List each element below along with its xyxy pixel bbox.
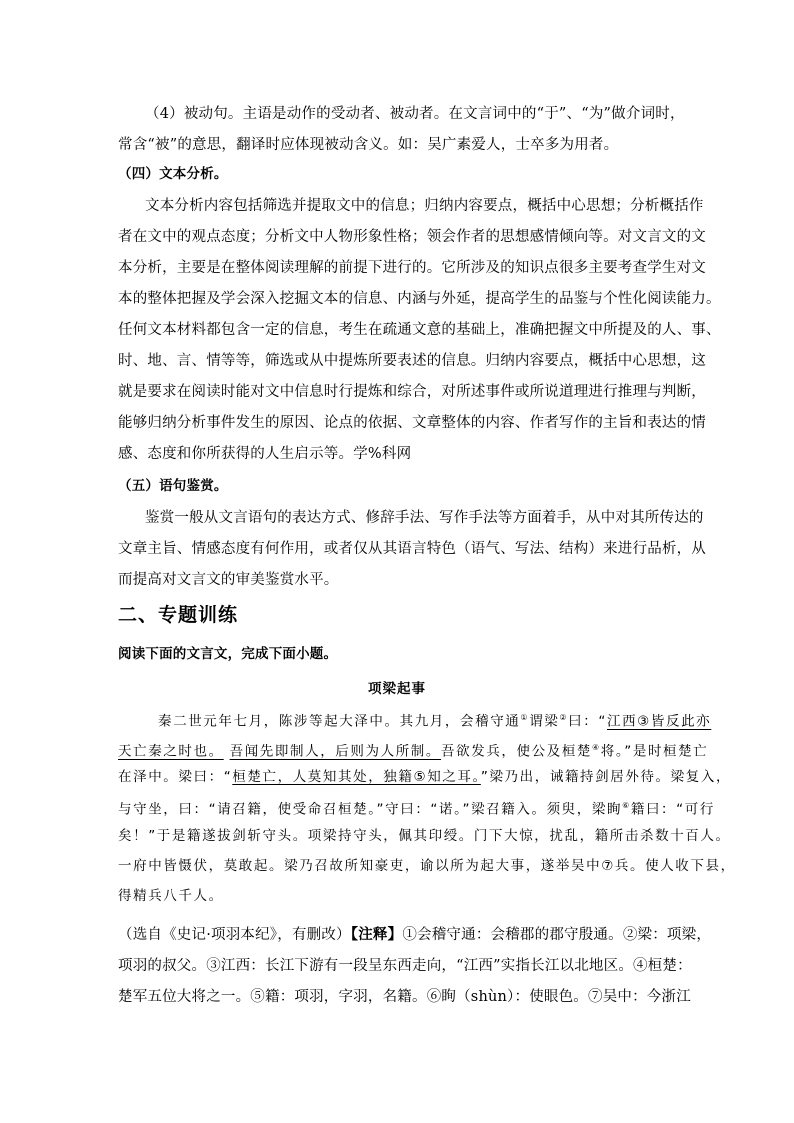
footnote-marker: ① xyxy=(520,713,530,722)
passage-line xyxy=(118,796,715,820)
analysis-line: 就是要求在阅读时能对文中信息时行提炼和综合，对所述事件或所说道理进行推理与判断， xyxy=(118,384,706,400)
passage-line: 一府中皆慑伏，莫敢起。梁乃召故所知豪吏，谕以所为起大事，遂举吴中⑦兵。使人收下县， xyxy=(118,858,736,874)
passage-text: 将。”是时桓楚亡 xyxy=(600,743,709,760)
notes-text: ①会稽守通：会稽郡的郡守殷通。②梁：项梁， xyxy=(402,927,712,943)
passage-text: 吾欲发兵，使公及桓楚 xyxy=(441,743,593,760)
passage-line xyxy=(158,708,712,732)
appreciation-line: 而提高对文言文的审美鉴赏水平。 xyxy=(118,572,339,588)
passage-text: 秦二世元年七月，陈涉等起大泽中。其九月，会稽守通 xyxy=(158,713,521,730)
annotation-line: 楚军五位大将之一。⑤籍：项羽，字羽，名籍。⑥眴（shùn）：使眼色。⑦吴中：今浙江 xyxy=(118,989,691,1005)
appreciation-line: 文章主旨、情感态度有何作用，或者仅从其语言特色（语气、写法、结构）来进行品析，从 xyxy=(118,541,706,557)
passage-text: 在泽中。梁曰：“ xyxy=(118,769,233,785)
passage-line xyxy=(118,767,732,787)
analysis-line: 文本分析内容包括筛选并提取文中的信息；归纳内容要点，概括中心思想；分析概括作 xyxy=(145,198,704,214)
footnote-marker: ⑥ xyxy=(622,801,631,810)
passage-text: 与守坐，曰：“请召籍，使受命召桓楚。”守曰：“诺。”梁召籍入。须臾，梁眴 xyxy=(118,801,623,818)
footnote-marker: ② xyxy=(559,713,569,722)
heading-sentence-appreciation: （五）语句鉴赏。 xyxy=(118,478,228,494)
analysis-line: 能够归纳分析事件发生的原因、论点的依据、文章整体的内容、作者写作的主旨和表达的情 xyxy=(118,415,706,431)
passage-line: 得精兵八千人。 xyxy=(118,888,224,904)
footnote-marker: ④ xyxy=(592,743,601,752)
passage-line: 矣！”于是籍遂拔剑斩守头。项梁持守头，佩其印绶。门下大惊，扰乱，籍所击杀数十百人。 xyxy=(118,828,731,844)
underlined-sentence: 江西③皆反此亦 xyxy=(606,713,712,730)
appreciation-line: 鉴赏一般从文言语句的表达方式、修辞手法、写作手法等方面着手，从中对其所传达的 xyxy=(145,510,704,526)
passage-text: ”梁乃出，诫籍持剑居外待。梁复入， xyxy=(480,769,732,785)
analysis-line: 者在文中的观点态度；分析文中人物形象性格；领会作者的思想感情倾向等。对文言文的文 xyxy=(118,229,706,245)
passive-sentence-line-1: （4）被动句。主语是动作的受动者、被动者。在文言词中的“于”、“为”做介词时， xyxy=(145,106,685,122)
passage-line xyxy=(118,738,709,762)
annotation-line xyxy=(118,925,712,945)
analysis-line: 时、地、言、情等等，筛选或从中提炼所要表述的信息。归纳内容要点，概括中心思想，这 xyxy=(118,353,706,369)
section-title-special-training: 二、专题训练 xyxy=(118,604,239,626)
reading-instruction: 阅读下面的文言文，完成下面小题。 xyxy=(118,646,338,662)
analysis-line: 感、态度和你所获得的人生启示等。学%科网 xyxy=(118,446,412,462)
analysis-line: 本的整体把握及学会深入挖掘文本的信息、内涵与外延，提高学生的品鉴与个性化阅读能力。 xyxy=(118,291,721,307)
heading-text-analysis: （四）文本分析。 xyxy=(118,166,228,182)
passage-title: 项梁起事 xyxy=(368,681,426,697)
analysis-line: 任何文本材料都包含一定的信息，考生在疏通文意的基础上，准确把握文中所提及的人、事、 xyxy=(118,322,721,338)
source-citation: （选自《史记·项羽本纪》，有删改） xyxy=(118,927,351,943)
underlined-sentence: 天亡秦之时也。 xyxy=(118,743,224,760)
passage-text: 籍曰：“可行 xyxy=(630,801,715,818)
passive-sentence-line-2: 常含“被”的意思，翻译时应体现被动含义。如：吴广素爱人，士卒多为用者。 xyxy=(118,137,619,153)
underlined-sentence: 吾闻先即制人，后则为人所制。 xyxy=(229,743,442,760)
passage-text: 曰：“ xyxy=(568,713,607,730)
underlined-sentence: 桓楚亡，人莫知其处，独籍⑤知之耳。 xyxy=(232,769,481,785)
passage-text: 谓梁 xyxy=(529,713,560,730)
analysis-line: 本分析，主要是在整体阅读理解的前提下进行的。它所涉及的知识点很多主要考查学生对文 xyxy=(118,260,706,276)
notes-label: 【注释】 xyxy=(350,926,403,943)
annotation-line: 项羽的叔父。③江西：长江下游有一段呈东西走向，“江西”实指长江以北地区。④桓楚： xyxy=(118,958,692,974)
